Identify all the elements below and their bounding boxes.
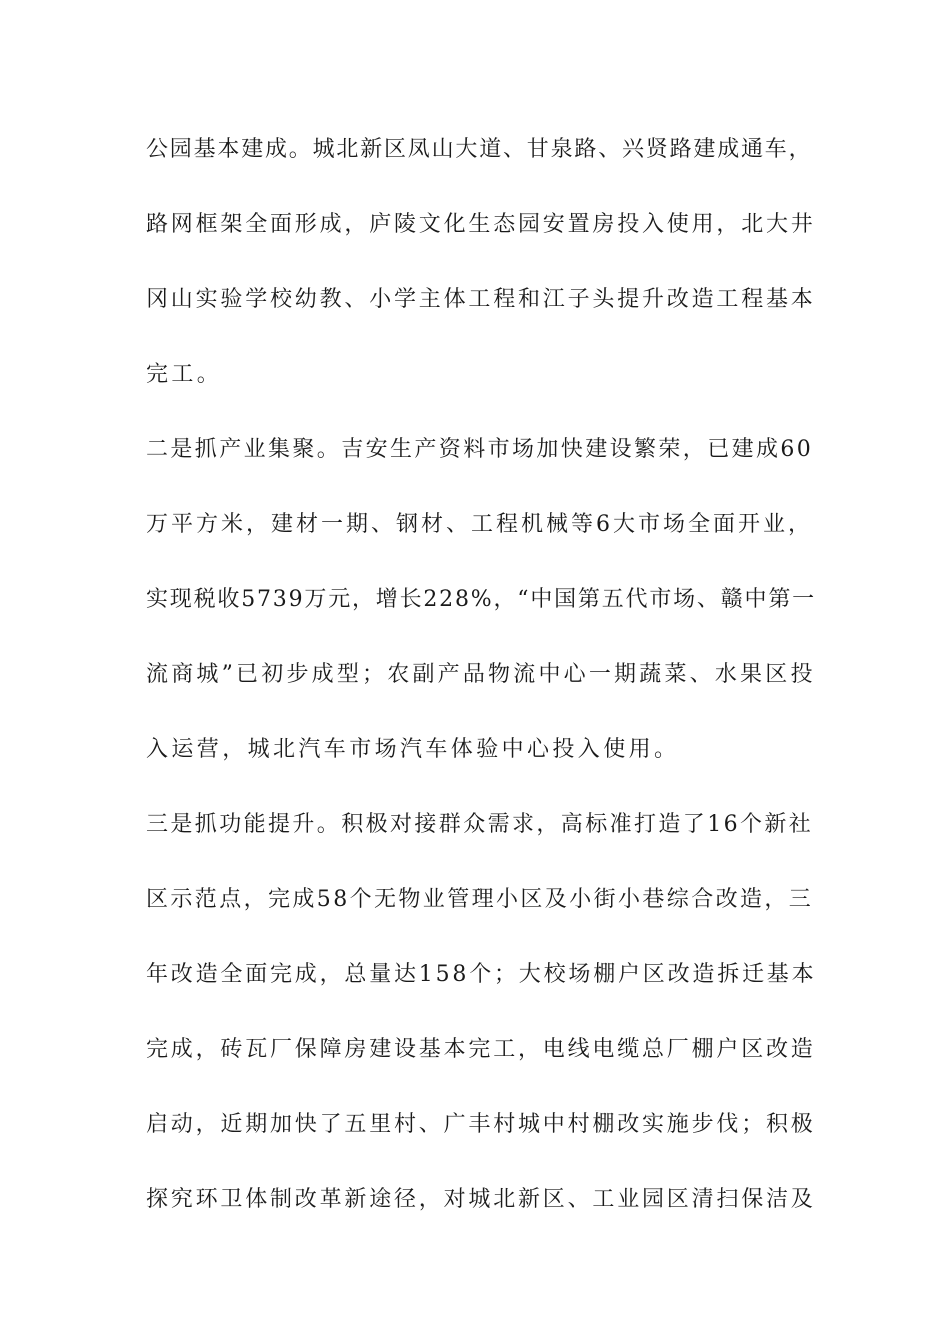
text-line: 区示范点，完成58个无物业管理小区及小街小巷综合改造，三: [146, 887, 814, 912]
document-body: [146, 127, 816, 1252]
text-line: 三是抓功能提升。积极对接群众需求，高标准打造了16个新社: [146, 812, 814, 837]
text-line: 探究环卫体制改革新途径，对城北新区、工业园区清扫保洁及: [146, 1187, 816, 1212]
text-line: 路网框架全面形成，庐陵文化生态园安置房投入使用，北大井: [146, 212, 816, 237]
text-line: 年改造全面完成，总量达158个；大校场棚户区改造拆迁基本: [146, 962, 817, 987]
text-line: 流商城”已初步成型；农副产品物流中心一期蔬菜、水果区投: [146, 662, 816, 687]
text-line: 完成，砖瓦厂保障房建设基本完工，电线电缆总厂棚户区改造: [146, 1037, 816, 1062]
text-line: 启动，近期加快了五里村、广丰村城中村棚改实施步伐；积极: [146, 1112, 816, 1137]
text-line: 万平方米，建材一期、钢材、工程机械等6大市场全面开业，: [146, 512, 813, 537]
text-line: 实现税收5739万元，增长228%，“中国第五代市场、赣中第一: [146, 587, 816, 612]
text-line: 入运营，城北汽车市场汽车体验中心投入使用。: [146, 737, 680, 762]
text-line: 二是抓产业集聚。吉安生产资料市场加快建设繁荣，已建成60: [146, 437, 814, 462]
text-line: 完工。: [146, 362, 223, 387]
text-line: 公园基本建成。城北新区凤山大道、甘泉路、兴贤路建成通车，: [146, 137, 813, 162]
text-line: 冈山实验学校幼教、小学主体工程和江子头提升改造工程基本: [146, 287, 816, 312]
